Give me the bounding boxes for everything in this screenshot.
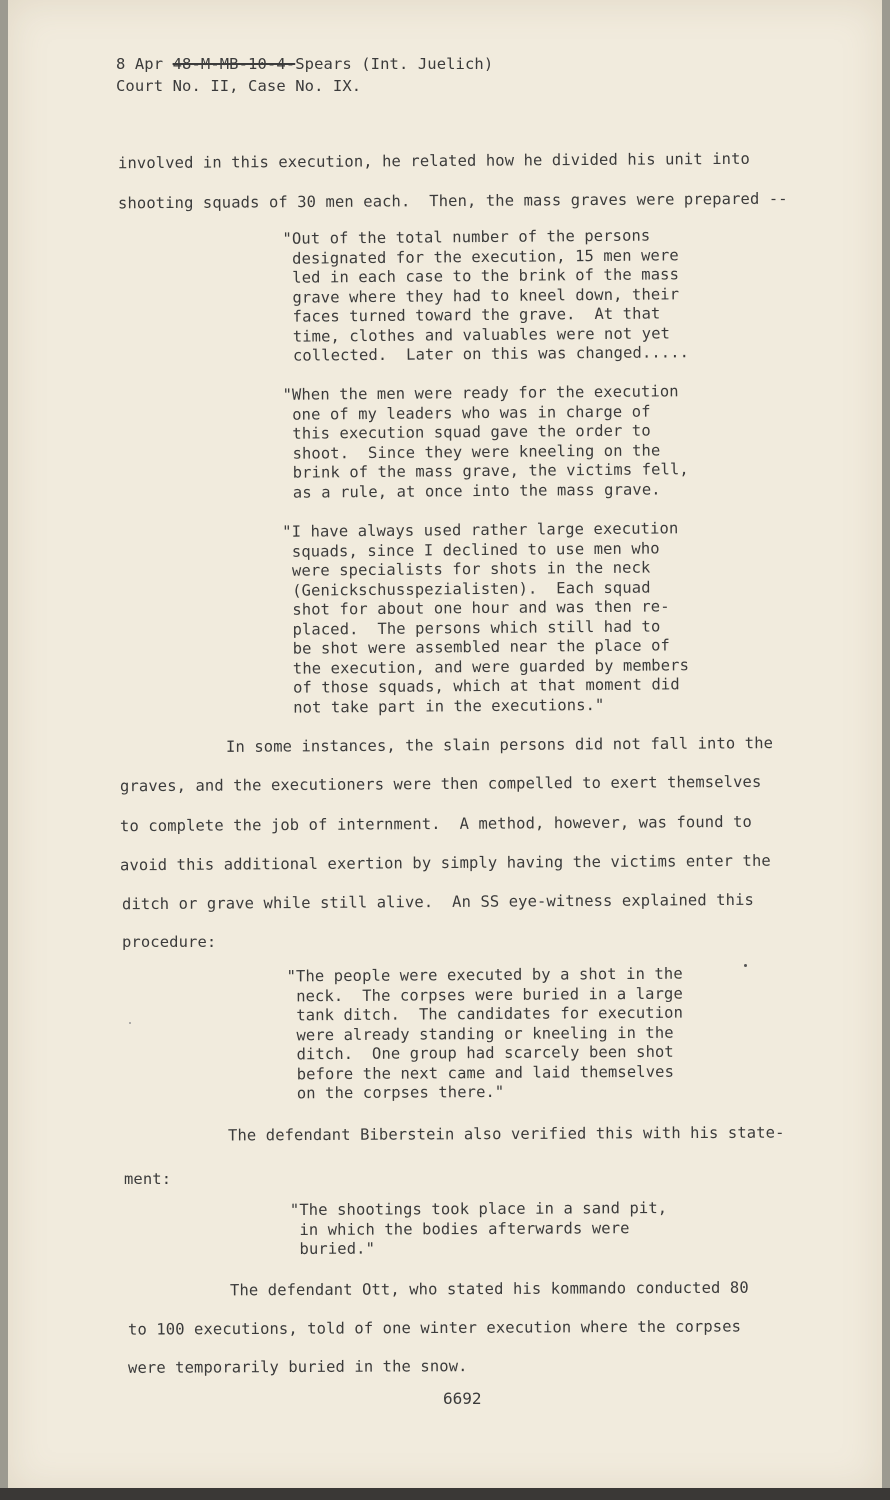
scan-speck [129,1022,131,1024]
paragraph-2-line: procedure: [122,933,217,951]
quote-line: designated for the execution, 15 men were [282,245,679,268]
quote-block-2 [282,382,689,503]
quote-line: "I have always used rather large execution [282,519,679,541]
header-line-1 [116,54,493,74]
quote-line: one of my leaders who was in charge of [282,402,651,424]
quote-line: on the corpses there." [287,1082,505,1103]
quote-line: (Genickschusspezialisten). Each squad [282,578,651,600]
quote-line: faces turned toward the grave. At that [283,304,661,326]
quote-line: placed. The persons which still had to [283,616,661,639]
header-court-case: Court No. II, Case No. IX. [116,77,362,95]
quote-block-1 [282,226,689,366]
quote-line: were already standing or kneeling in the [286,1023,674,1044]
quote-line: be shot were assembled near the place of [283,636,671,658]
page-number: 6692 [443,1389,482,1408]
paragraph-3-line: The defendant Biberstein also verified this with his state- [227,1123,785,1145]
quote-line: shot for about one hour and was then re- [282,597,670,619]
quote-line: in which the bodies afterwards were [289,1218,630,1239]
quote-line: before the next came and laid themselves [287,1062,675,1083]
quote-line: not take part in the executions." [283,695,605,717]
quote-block-4 [287,965,684,1104]
quote-line: "The shootings took place in a sand pit, [289,1199,668,1219]
quote-line: collected. Later on this was changed..... [283,343,690,365]
paragraph-3-line: ment: [124,1170,172,1188]
header-reporter: Spears (Int. Juelich) [295,55,494,73]
quote-line: neck. The corpses were buried in a large [286,984,683,1005]
scan-bottom-edge [0,1488,890,1500]
quote-line: tank ditch. The candidates for execution [286,1003,684,1025]
quote-block-5 [290,1199,668,1259]
paragraph-1-line: shooting squads of 30 men each. Then, the mass graves were prepared -- [117,189,788,213]
paragraph-2-line: graves, and the executioners were then compelled to exert themselves [119,772,762,796]
quote-line: time, clothes and valuables were not yet [283,323,671,346]
quote-line: buried." [290,1239,376,1258]
quote-line: led in each case to the brink of the mass [282,265,680,287]
quote-line: were specialists for shots in the neck [282,558,651,580]
quote-line: shoot. Since they were kneeling on the [283,440,661,463]
scan-speck [744,964,747,967]
quote-line: "Out of the total number of the persons [282,226,651,248]
quote-line: "The people were executed by a shot in the [286,964,683,986]
quote-line: this execution squad gave the order to [282,421,651,443]
quote-line: of those squads, which at that moment did [283,675,680,697]
paragraph-2-line: to complete the job of internment. A method, however, was found to [119,812,752,836]
quote-line: grave where they had to kneel down, their [282,284,680,307]
quote-line: "When the men were ready for the execution [282,382,679,404]
paragraph-1-line: involved in this execution, he related how he divided his unit into [117,149,750,173]
paragraph-2-line: avoid this additional exertion by simply having the victims enter the [119,851,771,875]
paragraph-2-line: In some instances, the slain persons did not fall into the [225,734,774,756]
paragraph-4-line: The defendant Ott, who stated his kommando conducted 80 [229,1278,749,1300]
quote-line: brink of the mass grave, the victims fell, [283,460,689,482]
quote-line: the execution, and were guarded by members [283,655,690,678]
header-struck-code: 48-M-MB-10-4- [172,55,296,73]
quote-line: ditch. One group had scarcely been shot [287,1042,674,1064]
header-date-prefix: 8 Apr [116,55,173,73]
paragraph-2-line: ditch or grave while still alive. An SS eye-witness explained this [121,890,754,914]
quote-line: as a rule, at once into the mass grave. [283,479,661,502]
paragraph-4-line: were temporarily buried in the snow. [127,1357,468,1377]
quote-line: squads, since I declined to use men who [282,538,660,561]
paragraph-4-line: to 100 executions, told of one winter execution where the corpses [127,1317,742,1339]
quote-block-3 [282,519,689,718]
